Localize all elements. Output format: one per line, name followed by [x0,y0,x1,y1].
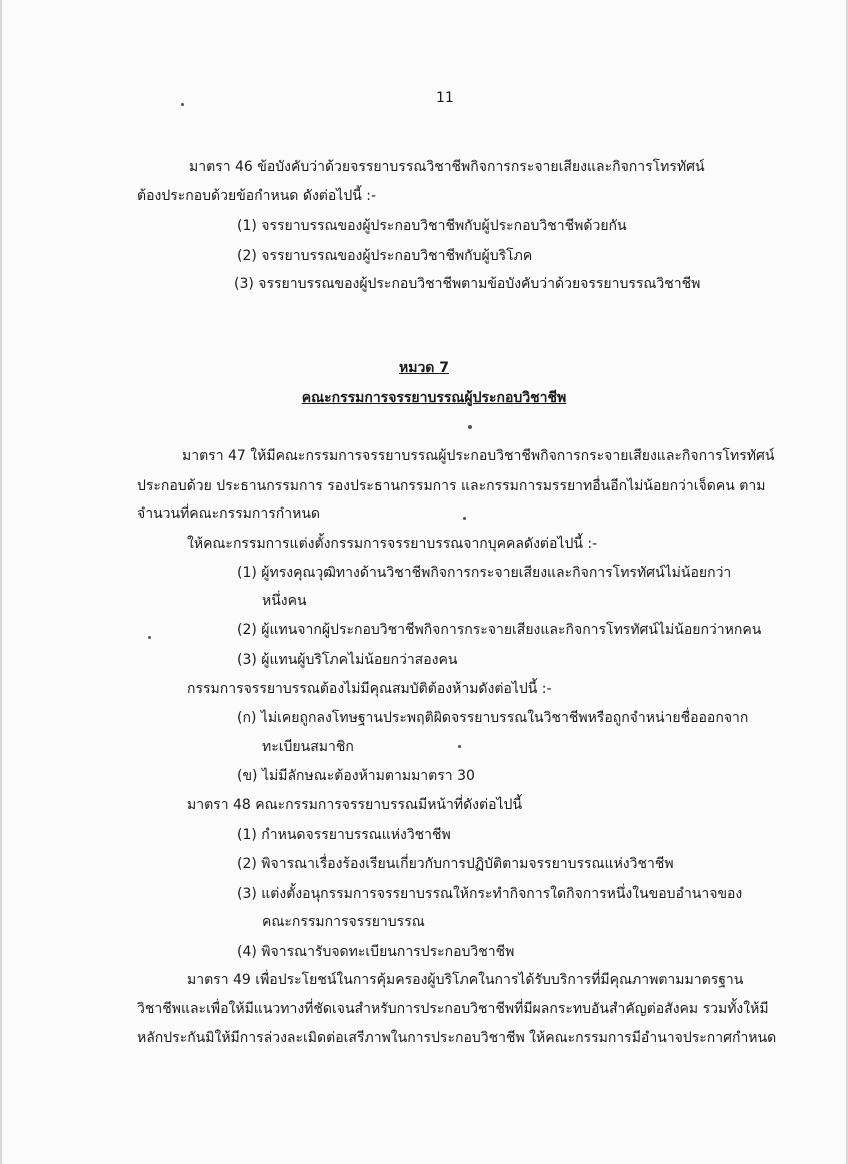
section-49-line-2: วิชาชีพและเพื่อให้มีแนวทางที่ชัดเจนสำหรับการประกอบวิชาชีพที่มีผลกระทบอันสำคัญต่อสังคม รวมทั้งให้มี [137,1001,769,1017]
qualification-intro: กรรมการจรรยาบรรณต้องไม่มีคุณสมบัติต้องห้ามดังต่อไปนี้ :- [187,681,552,697]
scan-speck [468,425,472,429]
member-1-line-2: หนึ่งคน [262,593,307,609]
duty-4: (4) พิจารณารับจดทะเบียนการประกอบวิชาชีพ [237,944,515,960]
section-47-line-1: มาตรา 47 ให้มีคณะกรรมการจรรยาบรรณผู้ประกอบวิชาชีพกิจการกระจายเสียงและกิจการโทรทัศน์ [182,448,775,464]
member-2: (2) ผู้แทนจากผู้ประกอบวิชาชีพกิจการกระจายเสียงและกิจการโทรทัศน์ไม่น้อยกว่าหกคน [237,622,762,638]
member-3: (3) ผู้แทนผู้บริโภคไม่น้อยกว่าสองคน [237,652,458,668]
scan-speck [463,517,466,520]
duty-2: (2) พิจารณาเรื่องร้องเรียนเกี่ยวกับการปฏิบัติตามจรรยาบรรณแห่งวิชาชีพ [237,856,674,872]
section-46-line-2: ต้องประกอบด้วยข้อกำหนด ดังต่อไปนี้ :- [137,188,376,204]
duty-1: (1) กำหนดจรรยาบรรณแห่งวิชาชีพ [237,827,451,843]
member-1-line-1: (1) ผู้ทรงคุณวุฒิทางด้านวิชาชีพกิจการกระจายเสียงและกิจการโทรทัศน์ไม่น้อยกว่า [237,565,732,581]
section-48-line-1: มาตรา 48 คณะกรรมการจรรยาบรรณมีหน้าที่ดังต่อไปนี้ [187,797,523,813]
scan-speck [181,103,184,106]
page-number: 11 [436,90,454,106]
duty-3-line-1: (3) แต่งตั้งอนุกรรมการจรรยาบรรณให้กระทำกิจการใดกิจการหนึ่งในขอบอำนาจของ [237,886,743,902]
scan-speck [148,636,151,639]
section-47-appointment: ให้คณะกรรมการแต่งตั้งกรรมการจรรยาบรรณจากบุคคลดังต่อไปนี้ :- [187,536,598,552]
scan-edge-left [0,0,2,1164]
qualification-b: (ข) ไม่มีลักษณะต้องห้ามตามมาตรา 30 [237,768,475,784]
section-46-item-2: (2) จรรยาบรรณของผู้ประกอบวิชาชีพกับผู้บริโภค [237,248,533,264]
section-47-line-2: ประกอบด้วย ประธานกรรมการ รองประธานกรรมการ และกรรมการมรรยาทอื่นอีกไม่น้อยกว่าเจ็ดคน ตาม [137,478,766,494]
qualification-a-line-2: ทะเบียนสมาชิก [262,739,354,755]
scan-speck [458,745,461,748]
section-47-line-3: จำนวนที่คณะกรรมการกำหนด [137,506,320,522]
qualification-a-line-1: (ก) ไม่เคยถูกลงโทษฐานประพฤติผิดจรรยาบรรณในวิชาชีพหรือถูกจำหน่ายชื่อออกจาก [237,710,749,726]
chapter-title: หมวด 7 [398,360,450,376]
section-46-line-1: มาตรา 46 ข้อบังคับว่าด้วยจรรยาบรรณวิชาชีพกิจการกระจายเสียงและกิจการโทรทัศน์ [189,159,705,175]
section-46-item-3: (3) จรรยาบรรณของผู้ประกอบวิชาชีพตามข้อบังคับว่าด้วยจรรยาบรรณวิชาชีพ [234,276,701,292]
section-49-line-1: มาตรา 49 เพื่อประโยชน์ในการคุ้มครองผู้บริโภคในการได้รับบริการที่มีคุณภาพตามมาตรฐาน [187,972,744,988]
section-46-item-1: (1) จรรยาบรรณของผู้ประกอบวิชาชีพกับผู้ประกอบวิชาชีพด้วยกัน [237,218,627,234]
section-49-line-3: หลักประกันมิให้มีการล่วงละเมิดต่อเสรีภาพในการประกอบวิชาชีพ ให้คณะกรรมการมีอำนาจประกาศกำหนด [137,1030,777,1046]
duty-3-line-2: คณะกรรมการจรรยาบรรณ [262,914,425,930]
chapter-subtitle: คณะกรรมการจรรยาบรรณผู้ประกอบวิชาชีพ [301,390,567,406]
